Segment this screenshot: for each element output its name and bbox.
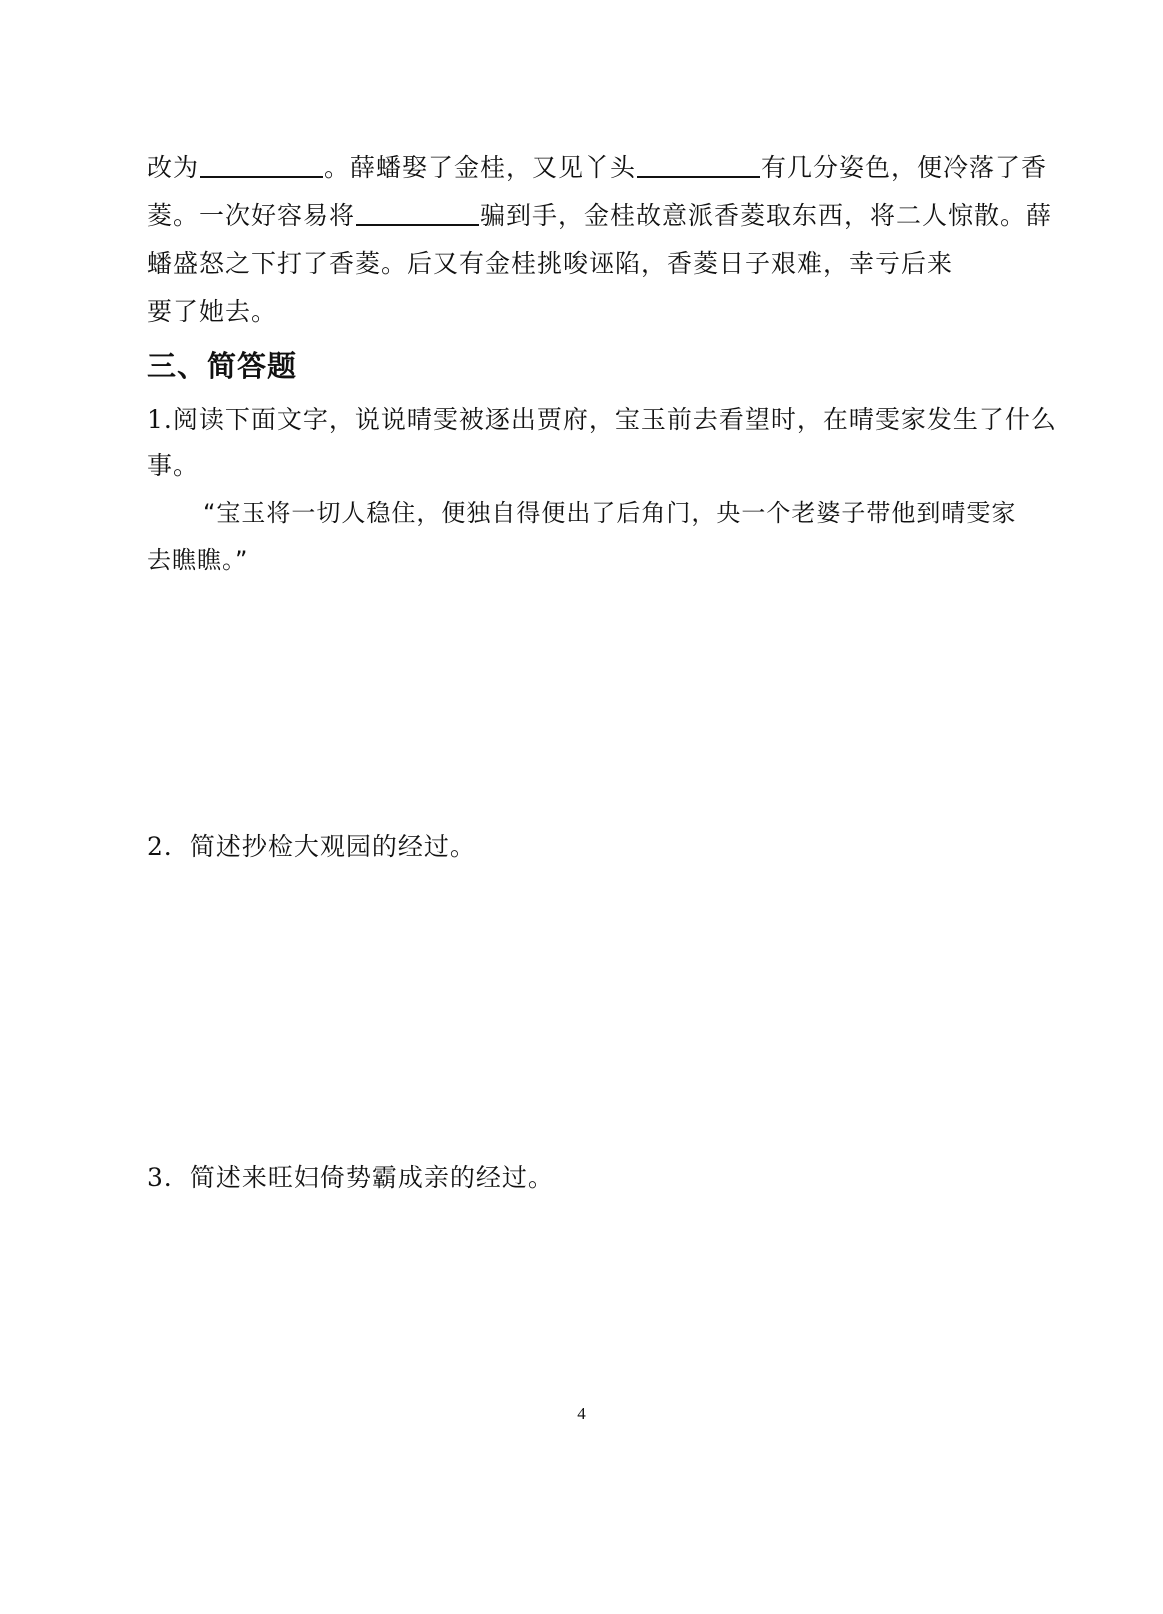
question-1-line-1: 1.阅读下面文字，说说晴雯被逐出贾府，宝玉前去看望时，在晴雯家发生了什么 xyxy=(147,405,1057,434)
text-segment: 骗到手，金桂故意派香菱取东西，将二人惊散。薛 xyxy=(480,201,1053,230)
paragraph-line-2 xyxy=(147,201,1052,231)
page-number: 4 xyxy=(577,1404,586,1423)
section-title: 三、简答题 xyxy=(147,349,298,383)
quote-line-1: “宝玉将一切人稳住，便独自得便出了后角门，央一个老婆子带他到晴雯家 xyxy=(203,499,1017,527)
answer-blank-1[interactable] xyxy=(200,156,323,178)
paragraph-line-1 xyxy=(147,153,1047,183)
text-segment: 菱。一次好容易将 xyxy=(147,201,356,230)
text-segment: 有几分姿色，便冷落了香 xyxy=(761,153,1048,182)
question-2: 2．简述抄检大观园的经过。 xyxy=(147,832,476,861)
paragraph-line-4: 要了她去。 xyxy=(147,297,278,326)
quote-line-2: 去瞧瞧。” xyxy=(147,546,249,574)
text-segment: 。薛蟠娶了金桂，又见丫头 xyxy=(324,153,637,182)
question-3: 3．简述来旺妇倚势霸成亲的经过。 xyxy=(147,1163,554,1192)
answer-blank-2[interactable] xyxy=(637,156,760,178)
text-segment: 改为 xyxy=(147,153,200,182)
answer-blank-3[interactable] xyxy=(356,204,479,226)
question-1-line-2: 事。 xyxy=(147,451,200,480)
paragraph-line-3: 蟠盛怒之下打了香菱。后又有金桂挑唆诬陷，香菱日子艰难，幸亏后来 xyxy=(147,249,954,278)
